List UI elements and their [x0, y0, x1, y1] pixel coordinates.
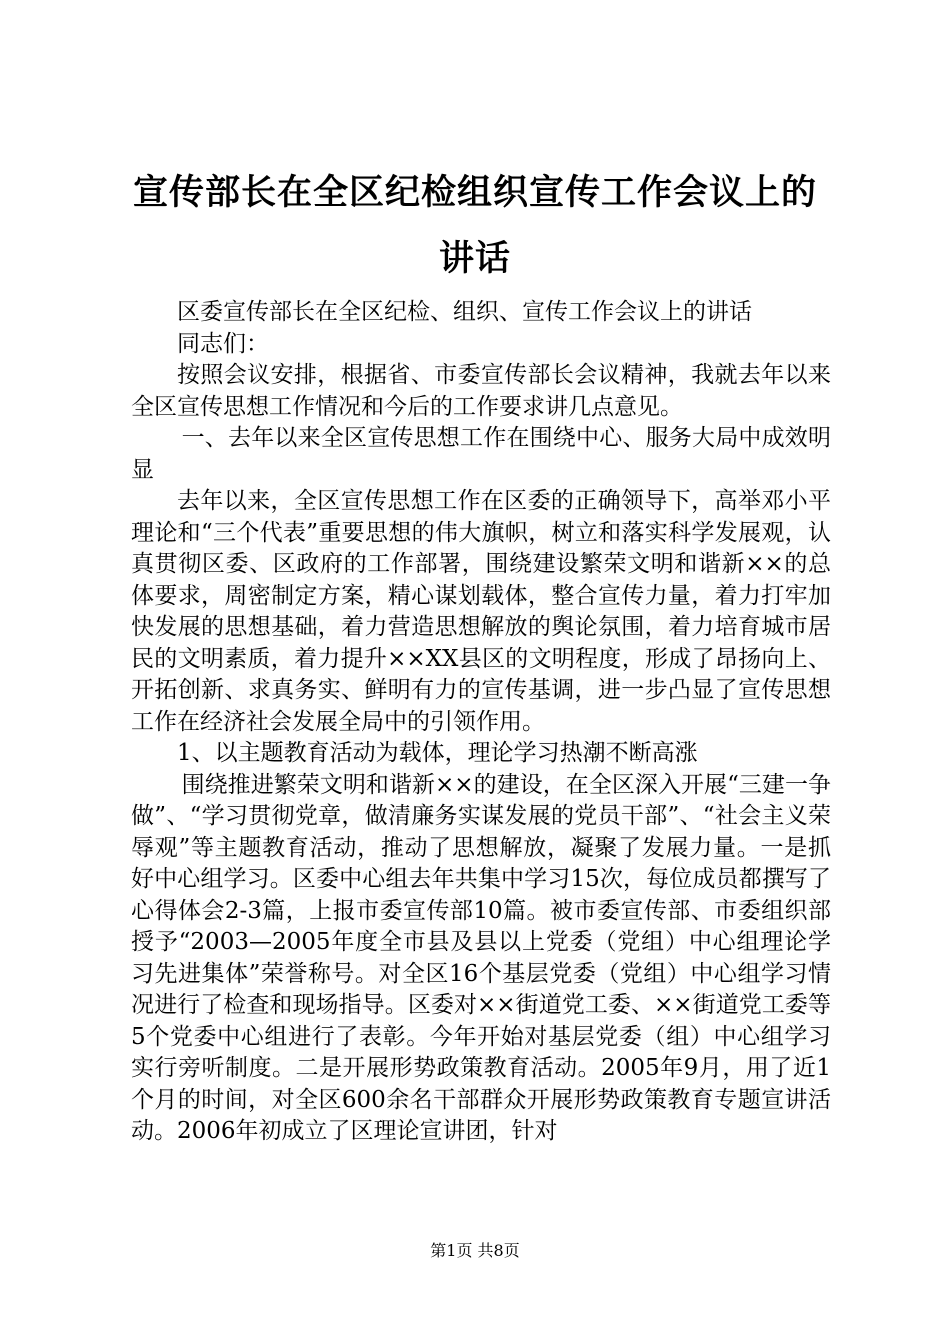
document-body	[131, 297, 831, 1148]
page-footer: 第1页 共8页	[430, 1241, 520, 1260]
document-title: 宣传部长在全区纪检组织宣传工作会议上的讲话	[132, 172, 817, 279]
paragraph-subtitle: 区委宣传部长在全区纪检、组织、宣传工作会议上的讲话	[177, 299, 752, 325]
paragraph-theory-study: 围绕推进繁荣文明和谐新××的建设，在全区深入开展“三建一争做”、“学习贯彻党章，做清廉务实谋发展的党员干部”、“社会主义荣辱观”等主题教育活动，推动了思想解放，凝聚了发展力量。一是抓好中心组学习。区委中心组去年共集中学习15次，每位成员都撰写了心得体会2-3篇，上报市委宣传部10篇。被市委宣传部、市委组织部授予“2003—2005年度全市县及县以上党委（党组）中心组理论学习先进集体”荣誉称号。对全区16个基层党委（党组）中心组学习情况进行了检查和现场指导。区委对××街道党工委、××街道党工委等5个党委中心组进行了表彰。今年开始对基层党委（组）中心组学习实行旁听制度。二是开展形势政策教育活动。2005年9月，用了近1个月的时间，对全区600余名干部群众开展形势政策教育专题宣讲活动。2006年初成立了区理论宣讲团，针对	[131, 771, 831, 1144]
paragraph-overview: 去年以来，全区宣传思想工作在区委的正确领导下，高举邓小平理论和“三个代表”重要思想的伟大旗帜，树立和落实科学发展观，认真贯彻区委、区政府的工作部署，围绕建设繁荣文明和谐新××的总体要求，周密制定方案，精心谋划载体，整合宣传力量，着力打牢加快发展的思想基础，着力营造思想解放的舆论氛围，着力培育城市居民的文明素质，着力提升××XX县区的文明程度，形成了昂扬向上、开拓创新、求真务实、鲜明有力的宣传基调，进一步凸显了宣传思想工作在经济社会发展全局中的引领作用。	[131, 488, 831, 735]
subsection-heading-1: 1、以主题教育活动为载体，理论学习热潮不断高涨	[177, 740, 698, 766]
paragraph-greeting: 同志们：	[177, 330, 269, 357]
section-heading-1: 一、去年以来全区宣传思想工作在围绕中心、服务大局中成效明显	[131, 425, 831, 483]
paragraph-intro: 按照会议安排，根据省、市委宣传部长会议精神，我就去年以来全区宣传思想工作情况和今后的工作要求讲几点意见。	[131, 362, 831, 420]
